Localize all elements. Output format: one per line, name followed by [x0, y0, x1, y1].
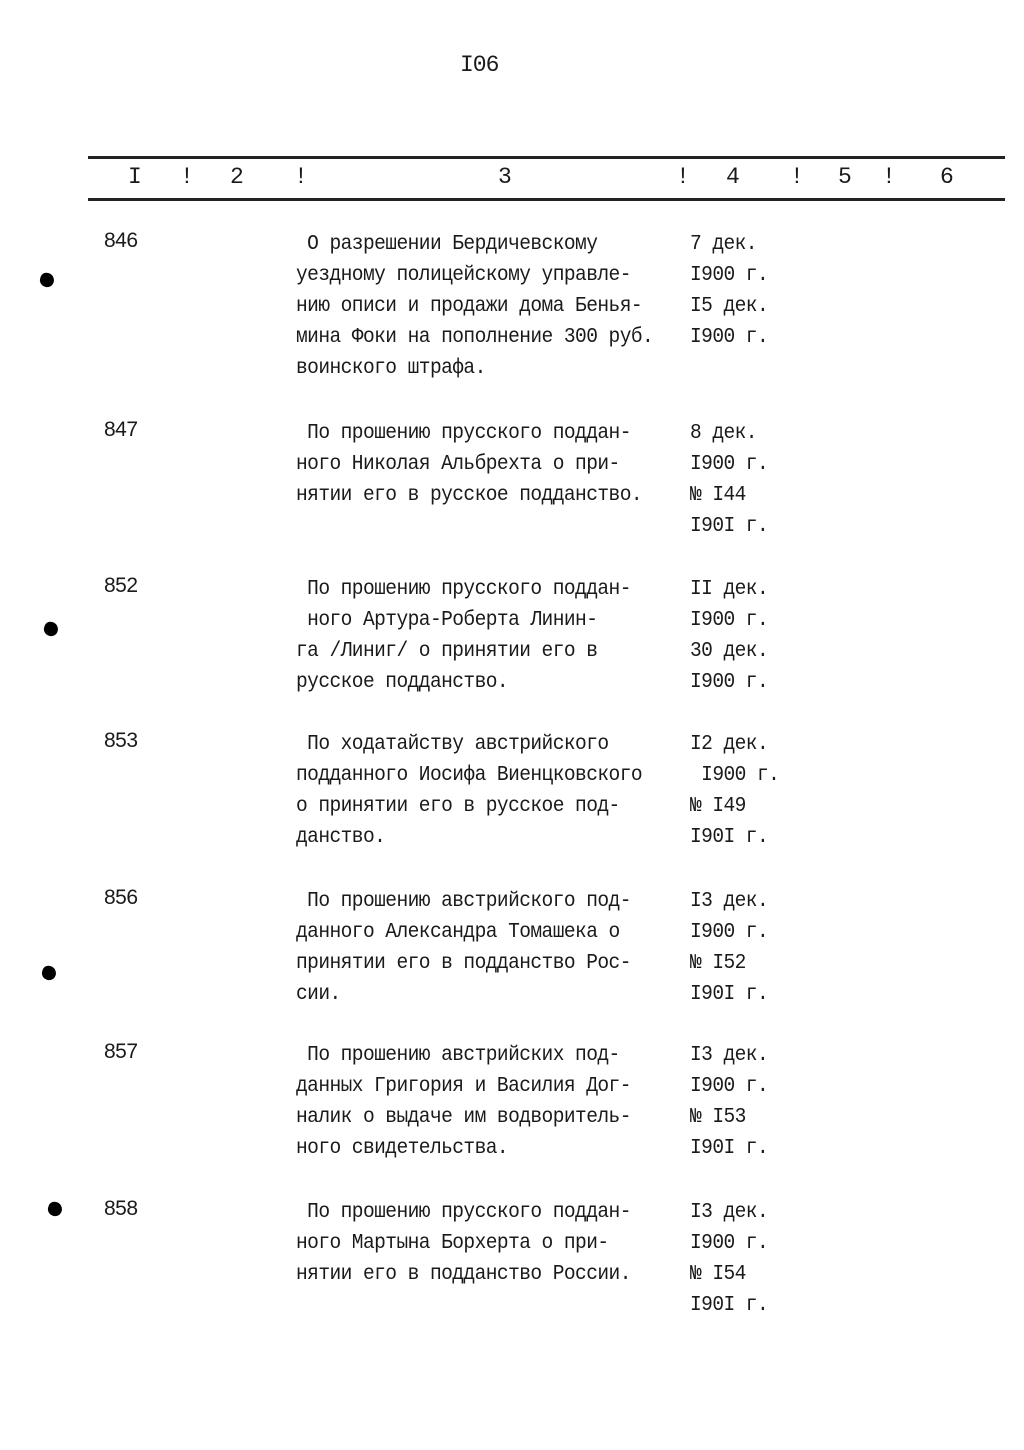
- date-line: I900 г.: [690, 453, 769, 476]
- column-separator: !: [676, 164, 690, 190]
- entry-title: [296, 886, 696, 1010]
- title-line: По прошению прусского поддан-: [307, 578, 631, 601]
- title-line: О разрешении Бердичевскому: [307, 233, 598, 256]
- entry-title: [296, 574, 696, 698]
- title-line: ного Николая Альбрехта о при-: [296, 453, 620, 476]
- table-header-row: [0, 164, 1024, 192]
- date-line: I90I г.: [690, 1294, 769, 1317]
- title-line: воинского штрафа.: [296, 357, 486, 380]
- entry-dates: [690, 729, 810, 853]
- page-number: I06: [460, 52, 499, 78]
- column-header-4: 4: [726, 164, 740, 190]
- date-line: I90I г.: [690, 983, 769, 1006]
- date-line: I90I г.: [690, 515, 769, 538]
- title-line: принятии его в подданство Рос-: [296, 952, 631, 975]
- date-line: I3 дек.: [690, 890, 769, 913]
- entry-number: 856: [104, 886, 138, 909]
- title-line: По прошению прусского поддан-: [307, 1201, 631, 1224]
- date-line: I900 г.: [690, 609, 769, 632]
- title-line: о принятии его в русское под-: [296, 795, 620, 818]
- entry-number: 853: [104, 729, 138, 752]
- entry-title: [296, 418, 696, 511]
- column-header-2: 2: [230, 164, 244, 190]
- binding-hole-mark: [46, 1200, 64, 1218]
- date-line: I900 г.: [690, 264, 769, 287]
- column-separator: !: [790, 164, 804, 190]
- header-top-rule: [88, 156, 1005, 159]
- title-line: По прошению австрийского под-: [307, 890, 631, 913]
- title-line: нию описи и продажи дома Бенья-: [296, 295, 643, 318]
- title-line: ного свидетельства.: [296, 1137, 509, 1160]
- date-line: I900 г.: [690, 326, 769, 349]
- entry-dates: [690, 574, 810, 698]
- column-header-6: 6: [940, 164, 954, 190]
- title-line: данного Александра Томашека о: [296, 921, 620, 944]
- entry-number: 847: [104, 418, 138, 441]
- date-line: I900 г.: [690, 1075, 769, 1098]
- date-line: I90I г.: [690, 1137, 769, 1160]
- title-line: ного Артура-Роберта Линин-: [307, 609, 598, 632]
- binding-hole-mark: [40, 964, 58, 982]
- column-separator: !: [294, 164, 308, 190]
- column-separator: !: [180, 164, 194, 190]
- binding-hole-mark: [42, 620, 60, 638]
- title-line: ного Мартына Борхерта о при-: [296, 1232, 609, 1255]
- title-line: данство.: [296, 826, 386, 849]
- date-line: № I49: [690, 795, 746, 818]
- date-line: I900 г.: [690, 1232, 769, 1255]
- column-header-1: I: [128, 164, 142, 190]
- entry-dates: [690, 418, 810, 542]
- entry-number: 858: [104, 1197, 138, 1220]
- title-line: По прошению австрийских под-: [307, 1044, 620, 1067]
- column-header-3: 3: [498, 164, 512, 190]
- title-line: данных Григория и Василия Дог-: [296, 1075, 631, 1098]
- entry-title: [296, 1040, 696, 1164]
- date-line: 30 дек.: [690, 640, 769, 663]
- date-line: № I53: [690, 1106, 746, 1129]
- header-bottom-rule: [88, 198, 1005, 201]
- title-line: нятии его в русское подданство.: [296, 484, 643, 507]
- date-line: I900 г.: [701, 764, 780, 787]
- column-separator: !: [882, 164, 896, 190]
- date-line: 7 дек.: [690, 233, 757, 256]
- date-line: I2 дек.: [690, 733, 769, 756]
- column-header-5: 5: [838, 164, 852, 190]
- entry-dates: [690, 1040, 810, 1164]
- date-line: I3 дек.: [690, 1201, 769, 1224]
- date-line: № I44: [690, 484, 746, 507]
- entry-number: 846: [104, 229, 138, 252]
- title-line: мина Фоки на пополнение 300 руб.: [296, 326, 654, 349]
- title-line: нятии его в подданство России.: [296, 1263, 631, 1286]
- date-line: I900 г.: [690, 671, 769, 694]
- title-line: налик о выдаче им водворитель-: [296, 1106, 631, 1129]
- title-line: По прошению прусского поддан-: [307, 422, 631, 445]
- title-line: сии.: [296, 983, 341, 1006]
- title-line: подданного Иосифа Виенцковского: [296, 764, 643, 787]
- title-line: русское подданство.: [296, 671, 509, 694]
- date-line: № I52: [690, 952, 746, 975]
- date-line: № I54: [690, 1263, 746, 1286]
- title-line: га /Линиг/ о принятии его в: [296, 640, 598, 663]
- date-line: II дек.: [690, 578, 769, 601]
- title-line: По ходатайству австрийского: [307, 733, 609, 756]
- date-line: I900 г.: [690, 921, 769, 944]
- binding-hole-mark: [38, 271, 56, 289]
- date-line: I90I г.: [690, 826, 769, 849]
- entry-dates: [690, 1197, 810, 1321]
- entry-dates: [690, 229, 810, 353]
- entry-title: [296, 1197, 696, 1290]
- date-line: I5 дек.: [690, 295, 769, 318]
- entry-title: [296, 729, 696, 853]
- date-line: I3 дек.: [690, 1044, 769, 1067]
- entry-number: 857: [104, 1040, 138, 1063]
- title-line: уездному полицейскому управле-: [296, 264, 631, 287]
- date-line: 8 дек.: [690, 422, 757, 445]
- entry-dates: [690, 886, 810, 1010]
- entry-title: [296, 229, 696, 384]
- entry-number: 852: [104, 574, 138, 597]
